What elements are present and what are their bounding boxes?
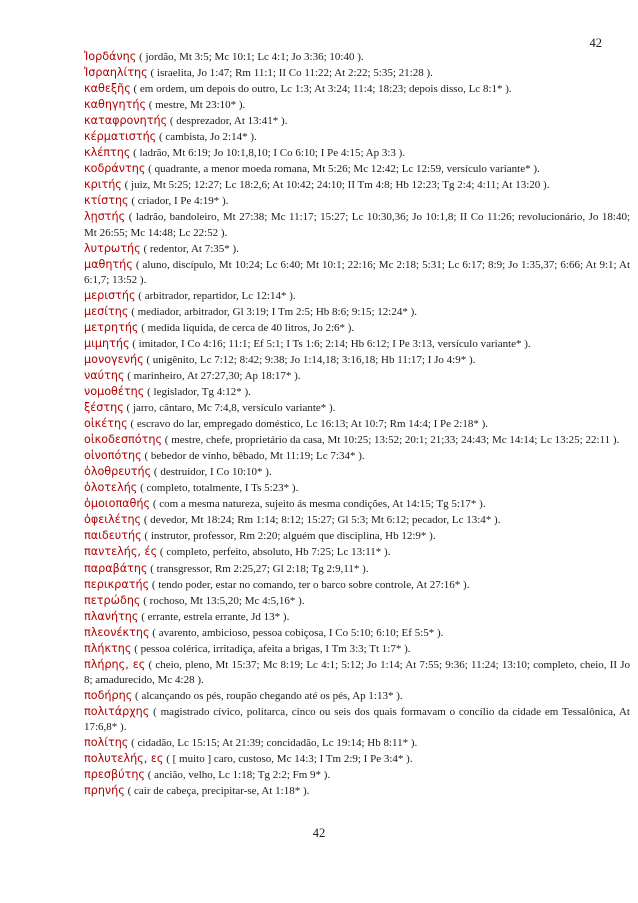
glossary-entry: [84, 384, 630, 400]
glossary-entry: [84, 288, 630, 304]
greek-term: παντελής, ές: [84, 545, 158, 559]
greek-term: πετρώδης: [84, 593, 141, 607]
greek-term: κλέπτης: [84, 146, 131, 160]
glossary-entry: [84, 81, 630, 97]
term-definition: ( tendo poder, estar no comando, ter o barco sobre controle, At 27:16* ).: [149, 578, 470, 591]
term-definition: ( devedor, Mt 18:24; Rm 1:14; 8:12; 15:27; Gl 5:3; Mt 6:12; pecador, Lc 13:4* ).: [141, 514, 501, 527]
glossary-entry: [84, 65, 630, 81]
term-definition: ( bebedor de vinho, bêbado, Mt 11:19; Lc 7:34* ).: [141, 450, 365, 463]
greek-term: Ἰσραηλίτης: [84, 66, 148, 80]
term-definition: ( juiz, Mt 5:25; 12:27; Lc 18:2,6; At 10:42; 24:10; II Tm 4:8; Hb 12:23; Tg 2:4; 4:11; At 13:20 ).: [121, 179, 550, 192]
glossary-entry: [84, 448, 630, 464]
glossary-entry: [84, 544, 630, 560]
glossary-entry: [84, 177, 630, 193]
glossary-entry: [84, 320, 630, 336]
glossary-entry: [84, 767, 630, 783]
term-definition: ( destruidor, I Co 10:10* ).: [151, 466, 272, 479]
term-definition: ( escravo do lar, empregado doméstico, Lc 16:13; At 10:7; Rm 14:4; I Pe 2:18* ).: [127, 418, 489, 431]
greek-term: μιμητής: [84, 336, 130, 350]
term-definition: ( cheio, pleno, Mt 15:37; Mc 8:19; Lc 4:1; 5:12; Jo 1:14; At 7:55; 9:36; 11:24; 13:10; completo, cheio, II Jo 8; amadurecido, Mc 4:28 ).: [84, 658, 630, 686]
greek-term: πλήκτης: [84, 641, 132, 655]
term-definition: ( instrutor, professor, Rm 2:20; alguém que disciplina, Hb 12:9* ).: [141, 530, 436, 543]
glossary-entry: [84, 528, 630, 544]
glossary-entry: [84, 304, 630, 320]
term-definition: ( cambista, Jo 2:14* ).: [156, 131, 257, 144]
term-definition: ( magistrado cívico, politarca, cinco ou seis dos quais formavam o concílio da cidade em Tessalônica, At 17:6,8* ).: [84, 705, 630, 733]
greek-term: καθηγητής: [84, 98, 147, 112]
greek-term: κοδράντης: [84, 162, 146, 176]
glossary-entry: [84, 561, 630, 577]
term-definition: ( cidadão, Lc 15:15; At 21:39; concidadão, Lc 19:14; Hb 8:11* ).: [128, 737, 418, 750]
greek-term: ξέστης: [84, 401, 124, 415]
glossary-entry: [84, 751, 630, 767]
glossary-entry: [84, 97, 630, 113]
term-definition: ( medida líquida, de cerca de 40 litros, Jo 2:6* ).: [138, 321, 355, 334]
term-definition: ( errante, estrela errante, Jd 13* ).: [138, 610, 290, 623]
greek-term: μεριστής: [84, 288, 136, 302]
term-definition: ( criador, I Pe 4:19* ).: [128, 195, 229, 208]
glossary-entry: [84, 625, 630, 641]
greek-term: οἰνοπότης: [84, 449, 142, 463]
greek-term: κριτής: [84, 178, 122, 192]
greek-term: πολίτης: [84, 736, 129, 750]
page-number-bottom: 42: [312, 826, 326, 840]
glossary-entry: [84, 657, 630, 688]
term-definition: ( completo, perfeito, absoluto, Hb 7:25; Lc 13:11* ).: [157, 546, 391, 559]
greek-term: οἰκοδεσπότης: [84, 433, 163, 447]
term-definition: ( ancião, velho, Lc 1:18; Tg 2:2; Fm 9* ).: [144, 769, 331, 782]
glossary-entry: [84, 593, 630, 609]
greek-term: πρεσβύτης: [84, 768, 145, 782]
greek-term: πλήρης, ες: [84, 657, 146, 671]
greek-term: ὁλοτελής: [84, 481, 138, 495]
term-definition: ( arbitrador, repartidor, Lc 12:14* ).: [135, 289, 296, 302]
glossary-entry: [84, 193, 630, 209]
term-definition: ( ladrão, Mt 6:19; Jo 10:1,8,10; I Co 6:10; I Pe 4:15; Ap 3:3 ).: [130, 147, 406, 160]
greek-term: ναύτης: [84, 368, 125, 382]
glossary-entry: [84, 577, 630, 593]
greek-term: καθεξῆς: [84, 82, 131, 96]
glossary-entry: [84, 496, 630, 512]
term-definition: ( jordão, Mt 3:5; Mc 10:1; Lc 4:1; Jo 3:36; 10:40 ).: [136, 51, 364, 63]
glossary-entry: [84, 257, 630, 288]
greek-term: μαθητής: [84, 257, 133, 271]
greek-term: κέρματιστής: [84, 130, 157, 144]
term-definition: ( cair de cabeça, precipitar-se, At 1:18* ).: [124, 785, 310, 798]
term-definition: ( israelita, Jo 1:47; Rm 11:1; II Co 11:22; At 2:22; 5:35; 21:28 ).: [147, 67, 433, 80]
glossary-entry: [84, 368, 630, 384]
glossary-entry: [84, 480, 630, 496]
term-definition: ( ladrão, bandoleiro, Mt 27:38; Mc 11:17; 15:27; Lc 10:30,36; Jo 10:1,8; II Co 11:26; revolucionário, Jo 18:40; Mt 26:55; Mc 14:48; Lc 22:52 ).: [84, 211, 630, 239]
greek-term: περικρατής: [84, 577, 150, 591]
glossary-entry: [84, 688, 630, 704]
term-definition: ( desprezador, At 13:41* ).: [167, 115, 288, 128]
term-definition: ( com a mesma natureza, sujeito ás mesma condições, At 14:15; Tg 5:17* ).: [150, 498, 486, 511]
glossary-entry: [84, 336, 630, 352]
term-definition: ( em ordem, um depois do outro, Lc 1:3; At 3:24; 11:4; 18:23; depois disso, Lc 8:1* ).: [130, 83, 512, 96]
glossary-entry: [84, 241, 630, 257]
glossary-entry: [84, 416, 630, 432]
term-definition: ( rochoso, Mt 13:5,20; Mc 4:5,16* ).: [140, 594, 305, 607]
glossary-entry: [84, 704, 630, 735]
greek-term: πλανήτης: [84, 609, 139, 623]
term-definition: ( unigênito, Lc 7:12; 8:42; 9:38; Jo 1:14,18; 3:16,18; Hb 11:17; I Jo 4:9* ).: [143, 353, 476, 366]
greek-term: λῃστής: [84, 210, 126, 224]
glossary-entry: [84, 735, 630, 751]
term-definition: ( marinheiro, At 27:27,30; Ap 18:17* ).: [124, 369, 301, 382]
greek-term: παιδευτής: [84, 529, 142, 543]
greek-term: πλεονέκτης: [84, 625, 150, 639]
term-definition: ( legislador, Tg 4:12* ).: [144, 385, 251, 398]
greek-term: κτίστης: [84, 194, 129, 208]
glossary-entry: [84, 783, 630, 799]
term-definition: ( redentor, At 7:35* ).: [140, 242, 239, 255]
glossary-entry: [84, 352, 630, 368]
greek-term: ποδήρης: [84, 688, 133, 702]
term-definition: ( quadrante, a menor moeda romana, Mt 5:26; Mc 12:42; Lc 12:59, versículo variante* ).: [145, 163, 540, 176]
greek-term: μονογενής: [84, 352, 144, 366]
glossary-entry: [84, 400, 630, 416]
greek-term: καταφρονητής: [84, 114, 168, 128]
glossary-entry-list: [84, 49, 630, 799]
glossary-entry: [84, 49, 630, 65]
term-definition: ( jarro, cântaro, Mc 7:4,8, versículo variante* ).: [123, 402, 336, 415]
term-definition: ( imitador, I Co 4:16; 11:1; Ef 5:1; I Ts 1:6; 2:14; Hb 6:12; I Pe 3:13, versículo variante* ).: [129, 337, 531, 350]
greek-term: ὁμοιοπαθής: [84, 497, 151, 511]
glossary-entry: [84, 209, 630, 240]
glossary-entry: [84, 464, 630, 480]
greek-term: πολυτελής, ες: [84, 752, 164, 766]
glossary-entry: [84, 161, 630, 177]
greek-term: Ἰορδάνης: [84, 50, 137, 63]
glossary-entry: [84, 113, 630, 129]
greek-term: λυτρωτής: [84, 241, 141, 255]
greek-term: πολιτάρχης: [84, 704, 150, 718]
term-definition: ( aluno, discípulo, Mt 10:24; Lc 6:40; Mt 10:1; 22:16; Mc 2:18; 5:31; Lc 6:17; 8:9; Jo 1:35,37; 6:66; At 9:1; At 6:1,7; 13:52 ).: [84, 258, 630, 286]
term-definition: ( avarento, ambicioso, pessoa cobiçosa, I Co 5:10; 6:10; Ef 5:5* ).: [149, 626, 444, 639]
term-definition: ( mestre, Mt 23:10* ).: [146, 99, 246, 112]
greek-term: πρηνής: [84, 784, 125, 798]
term-definition: ( alcançando os pés, roupão chegando até os pés, Ap 1:13* ).: [132, 689, 403, 702]
glossary-entry: [84, 512, 630, 528]
greek-term: οἰκέτης: [84, 417, 128, 431]
term-definition: ( transgressor, Rm 2:25,27; Gl 2:18; Tg 2:9,11* ).: [147, 562, 369, 575]
term-definition: ( pessoa colérica, irritadiça, afeita a brigas, I Tm 3:3; Tt 1:7* ).: [131, 642, 411, 655]
glossary-entry: [84, 609, 630, 625]
greek-term: ὀλοθρευτής: [84, 465, 152, 479]
greek-term: ὀφειλέτης: [84, 513, 142, 527]
greek-term: παραβάτης: [84, 561, 148, 575]
term-definition: ( mestre, chefe, proprietário da casa, Mt 10:25; 13:52; 20:1; 21;33; 24:43; Mc 14:14; Lc 13:25; 22:11 ).: [162, 434, 620, 447]
glossary-entry: [84, 145, 630, 161]
greek-term: νομοθέτης: [84, 384, 145, 398]
page-number-top: 42: [589, 36, 602, 50]
greek-term: μετρητής: [84, 320, 139, 334]
term-definition: ( [ muito ] caro, custoso, Mc 14:3; I Tm 2:9; I Pe 3:4* ).: [163, 753, 413, 766]
glossary-entry: [84, 641, 630, 657]
term-definition: ( completo, totalmente, I Ts 5:23* ).: [137, 482, 299, 495]
greek-term: μεσίτης: [84, 304, 129, 318]
glossary-entry: [84, 129, 630, 145]
term-definition: ( mediador, arbitrador, Gl 3:19; I Tm 2:5; Hb 8:6; 9:15; 12:24* ).: [128, 305, 417, 318]
glossary-entry: [84, 432, 630, 448]
